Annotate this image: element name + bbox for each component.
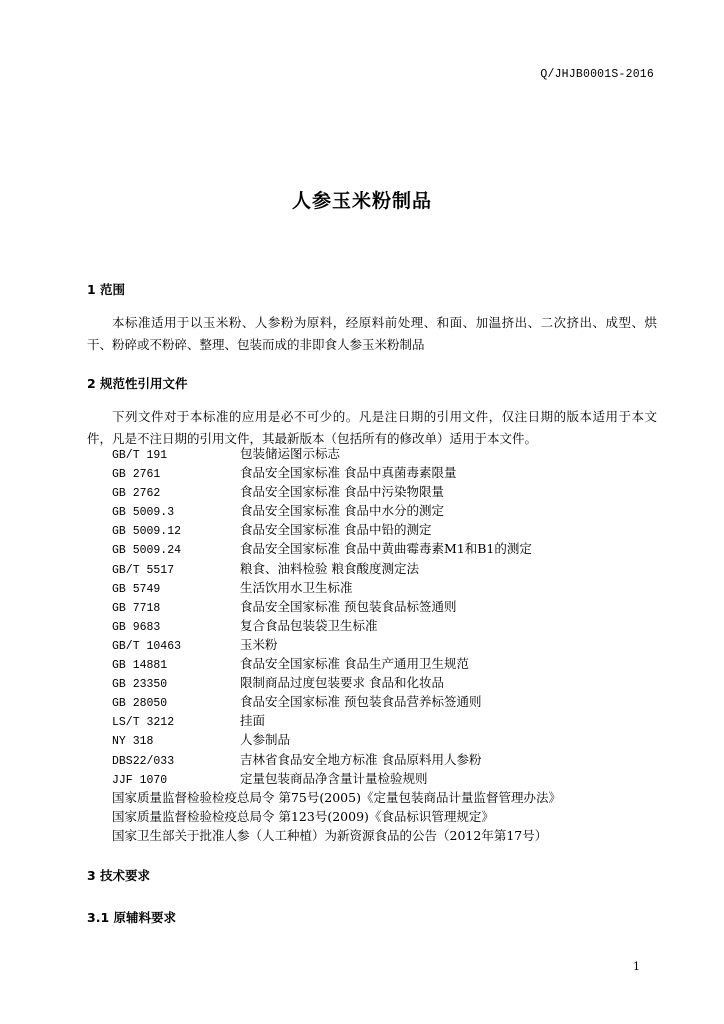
reference-item xyxy=(112,654,657,673)
reference-code: GB 14881 xyxy=(112,659,168,673)
reference-title: 食品安全国家标准 预包装食品营养标签通则 xyxy=(240,694,482,710)
reference-code: LS/T 3212 xyxy=(112,716,175,730)
reference-item xyxy=(112,692,657,711)
reference-list xyxy=(112,444,657,845)
reference-title: 人参制品 xyxy=(240,732,291,748)
reference-title: 复合食品包装袋卫生标准 xyxy=(240,617,378,633)
document-code: Q/JHJB0001S-2016 xyxy=(540,68,654,81)
reference-item xyxy=(112,463,657,482)
reference-item xyxy=(112,711,657,730)
reference-code: GB 5009.3 xyxy=(112,506,175,520)
reference-code: GB 7718 xyxy=(112,601,161,615)
reference-title: 食品安全国家标准 食品生产通用卫生规范 xyxy=(240,656,469,672)
reference-code: GB/T 10463 xyxy=(112,639,182,653)
reference-item xyxy=(112,730,657,749)
reference-title: 食品安全国家标准 食品中黄曲霉毒素M1和B1的测定 xyxy=(240,541,532,557)
reference-code: GB 5009.12 xyxy=(112,525,182,539)
scope-paragraph: 本标准适用于以玉米粉、人参粉为原料，经原料前处理、和面、加温挤出、二次挤出、成型、烘干、粉碎或不粉碎、整理、包装而成的非即食人参玉米粉制品 xyxy=(87,315,657,352)
reference-title: 挂面 xyxy=(240,713,266,729)
reference-code: DBS22/033 xyxy=(112,754,175,768)
reference-code: GB 9683 xyxy=(112,620,161,634)
reference-title: 粮食、油料检验 粮食酸度测定法 xyxy=(240,560,419,576)
reference-code: GB 5749 xyxy=(112,582,161,596)
reference-code: GB/T 191 xyxy=(112,449,168,462)
reference-title: 国家质量监督检验检疫总局令 第75号(2005)《定量包装商品计量监督管理办法》 xyxy=(112,789,561,805)
reference-title: 定量包装商品净含量计量检验规则 xyxy=(240,770,428,786)
reference-item xyxy=(112,559,657,578)
reference-title: 食品安全国家标准 食品中真菌毒素限量 xyxy=(240,465,457,481)
section-heading-technical: 3 技术要求 xyxy=(87,868,151,883)
reference-code: JJF 1070 xyxy=(112,773,168,787)
document-title: 人参玉米粉制品 xyxy=(291,190,432,212)
reference-item-regulation xyxy=(112,826,657,845)
reference-title: 限制商品过度包装要求 食品和化妆品 xyxy=(240,675,444,691)
reference-item xyxy=(112,520,657,539)
reference-code: GB 5009.24 xyxy=(112,544,182,558)
section-heading-raw-materials: 3.1 原辅料要求 xyxy=(87,910,176,925)
reference-title: 食品安全国家标准 预包装食品标签通则 xyxy=(240,598,457,614)
reference-title: 国家卫生部关于批准人参（人工种植）为新资源食品的公告（2012年第17号） xyxy=(112,827,548,843)
section-heading-normative: 2 规范性引用文件 xyxy=(87,376,188,391)
reference-item xyxy=(112,539,657,558)
reference-item-regulation xyxy=(112,807,657,826)
reference-title: 玉米粉 xyxy=(240,636,278,652)
reference-item xyxy=(112,673,657,692)
reference-title: 生活饮用水卫生标准 xyxy=(240,579,353,595)
reference-item xyxy=(112,482,657,501)
normative-intro-paragraph: 下列文件对于本标准的应用是必不可少的。凡是注日期的引用文件，仅注日期的版本适用于本文件，凡是不注日期的引用文件，其最新版本（包括所有的修改单）适用于本文件。 xyxy=(87,409,657,446)
reference-item xyxy=(112,616,657,635)
reference-item xyxy=(112,444,657,463)
reference-item xyxy=(112,635,657,654)
reference-code: GB 28050 xyxy=(112,697,168,711)
reference-item xyxy=(112,578,657,597)
reference-code: GB 2761 xyxy=(112,468,161,482)
reference-code: GB 23350 xyxy=(112,678,168,692)
reference-title: 食品安全国家标准 食品中铅的测定 xyxy=(240,522,432,538)
reference-item xyxy=(112,769,657,788)
reference-title: 吉林省食品安全地方标准 食品原料用人参粉 xyxy=(240,751,482,767)
page-number: 1 xyxy=(633,960,640,973)
reference-item xyxy=(112,750,657,769)
reference-code: NY 318 xyxy=(112,735,154,749)
section-heading-scope: 1 范围 xyxy=(87,282,126,297)
reference-item xyxy=(112,597,657,616)
reference-item xyxy=(112,501,657,520)
reference-code: GB 2762 xyxy=(112,487,161,501)
reference-item-regulation xyxy=(112,788,657,807)
reference-title: 国家质量监督检验检疫总局令 第123号(2009)《食品标识管理规定》 xyxy=(112,808,494,824)
reference-title: 食品安全国家标准 食品中水分的测定 xyxy=(240,503,444,519)
reference-title: 食品安全国家标准 食品中污染物限量 xyxy=(240,484,444,500)
reference-title: 包装储运图示标志 xyxy=(240,446,341,461)
reference-code: GB/T 5517 xyxy=(112,563,175,577)
